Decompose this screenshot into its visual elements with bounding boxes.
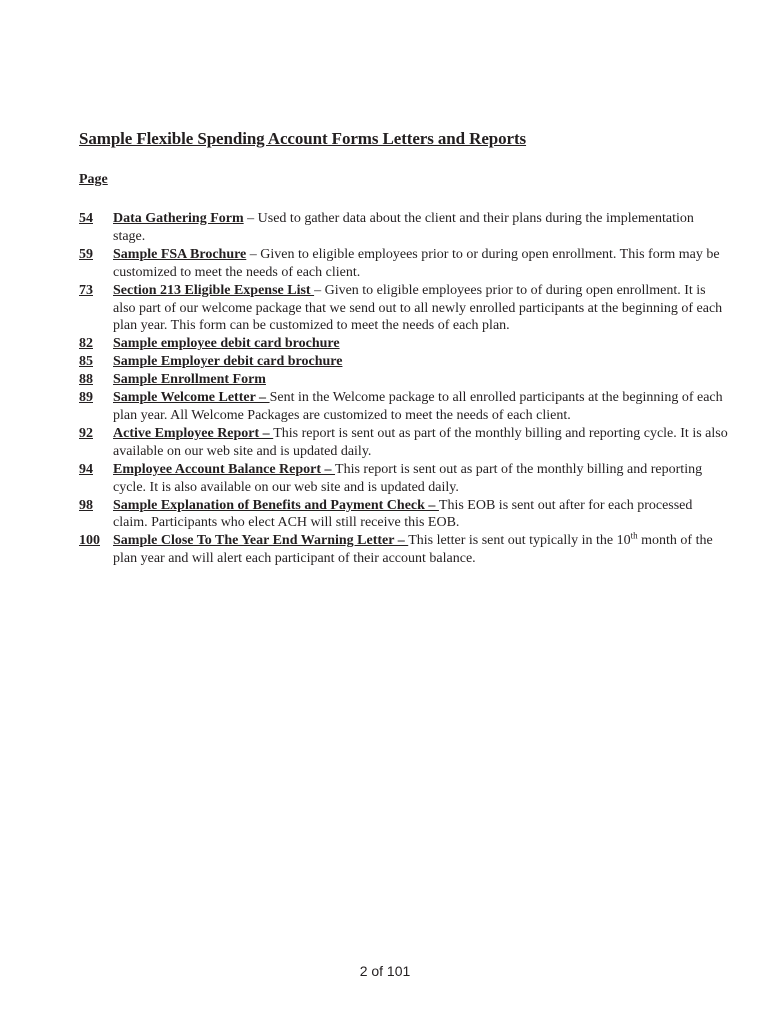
list-item — [79, 425, 729, 461]
entry-page-number: 88 — [79, 372, 93, 388]
entry-title[interactable]: Data Gathering Form — [113, 211, 244, 226]
list-item — [79, 353, 729, 371]
entry-page-number: 73 — [79, 282, 93, 298]
entry-page-number: 92 — [79, 425, 93, 441]
page-title: Sample Flexible Spending Account Forms Letters and Reports — [79, 129, 527, 148]
list-item — [79, 335, 729, 353]
entry-title[interactable]: Sample FSA Brochure — [113, 246, 247, 262]
entry-page-number: 100 — [79, 533, 100, 549]
list-item — [79, 497, 729, 533]
entry-description: – Given to eligible employees prior to or during open enrollment. This form may be customized to meet the needs of each client. — [113, 246, 720, 280]
entry-description: This letter is sent out typically in the 10 — [408, 533, 631, 549]
entry-page-number: 98 — [79, 497, 93, 513]
entry-page-number: 54 — [79, 211, 93, 226]
entry-description: This report is sent out as part of the monthly billing and reporting cycle. It is also available on our web site and is updated daily. — [113, 425, 728, 459]
entry-page-number: 82 — [79, 336, 93, 352]
entry-page-number: 85 — [79, 354, 93, 370]
ordinal-suffix: th — [630, 530, 638, 541]
entry-title[interactable]: Employee Account Balance Report – — [113, 461, 336, 477]
list-item — [79, 210, 729, 246]
page-column-label: Page — [79, 172, 108, 187]
list-item — [79, 371, 729, 389]
entry-title[interactable]: Sample Welcome Letter – — [113, 390, 270, 406]
list-item — [79, 461, 729, 497]
entry-description: – Used to gather data about the client and their plans during the implementation stage. — [113, 211, 694, 244]
entry-description: This report is sent out as part of the monthly billing and reporting cycle. It is also available on our web site and is updated daily. — [113, 461, 703, 495]
entry-title[interactable]: Active Employee Report – — [113, 425, 274, 441]
entry-description: – Given to eligible employees prior to of during open enrollment. It is also part of our welcome package that we send out to all newly enrolled participants at the beginning of each plan year. This form can be customized to meet the needs of each plan. — [113, 282, 723, 334]
list-item — [79, 246, 729, 282]
entry-description-continued: month of the plan year and will alert each participant of their account balance. — [113, 533, 713, 567]
entry-description: This EOB is sent out after for each processed claim. Participants who elect ACH will still receive this EOB. — [113, 497, 693, 531]
entry-list — [79, 210, 729, 568]
entry-description: Sent in the Welcome package to all enrolled participants at the beginning of each plan year. All Welcome Packages are customized to meet the needs of each client. — [113, 390, 723, 423]
entry-page-number: 59 — [79, 246, 93, 262]
entry-title[interactable]: Sample Enrollment Form — [113, 372, 266, 388]
list-item — [79, 389, 729, 425]
entry-page-number: 94 — [79, 461, 93, 477]
entry-title[interactable]: Section 213 Eligible Expense List — [113, 282, 315, 298]
entry-title[interactable]: Sample Close To The Year End Warning Letter – — [113, 533, 409, 549]
list-item — [79, 532, 729, 568]
page-footer: 2 of 101 — [359, 963, 411, 979]
entry-title[interactable]: Sample employee debit card brochure — [113, 336, 340, 352]
entry-title[interactable]: Sample Employer debit card brochure — [113, 354, 343, 370]
entry-title[interactable]: Sample Explanation of Benefits and Payment Check – — [113, 497, 439, 513]
list-item — [79, 282, 729, 336]
entry-page-number: 89 — [79, 390, 93, 406]
